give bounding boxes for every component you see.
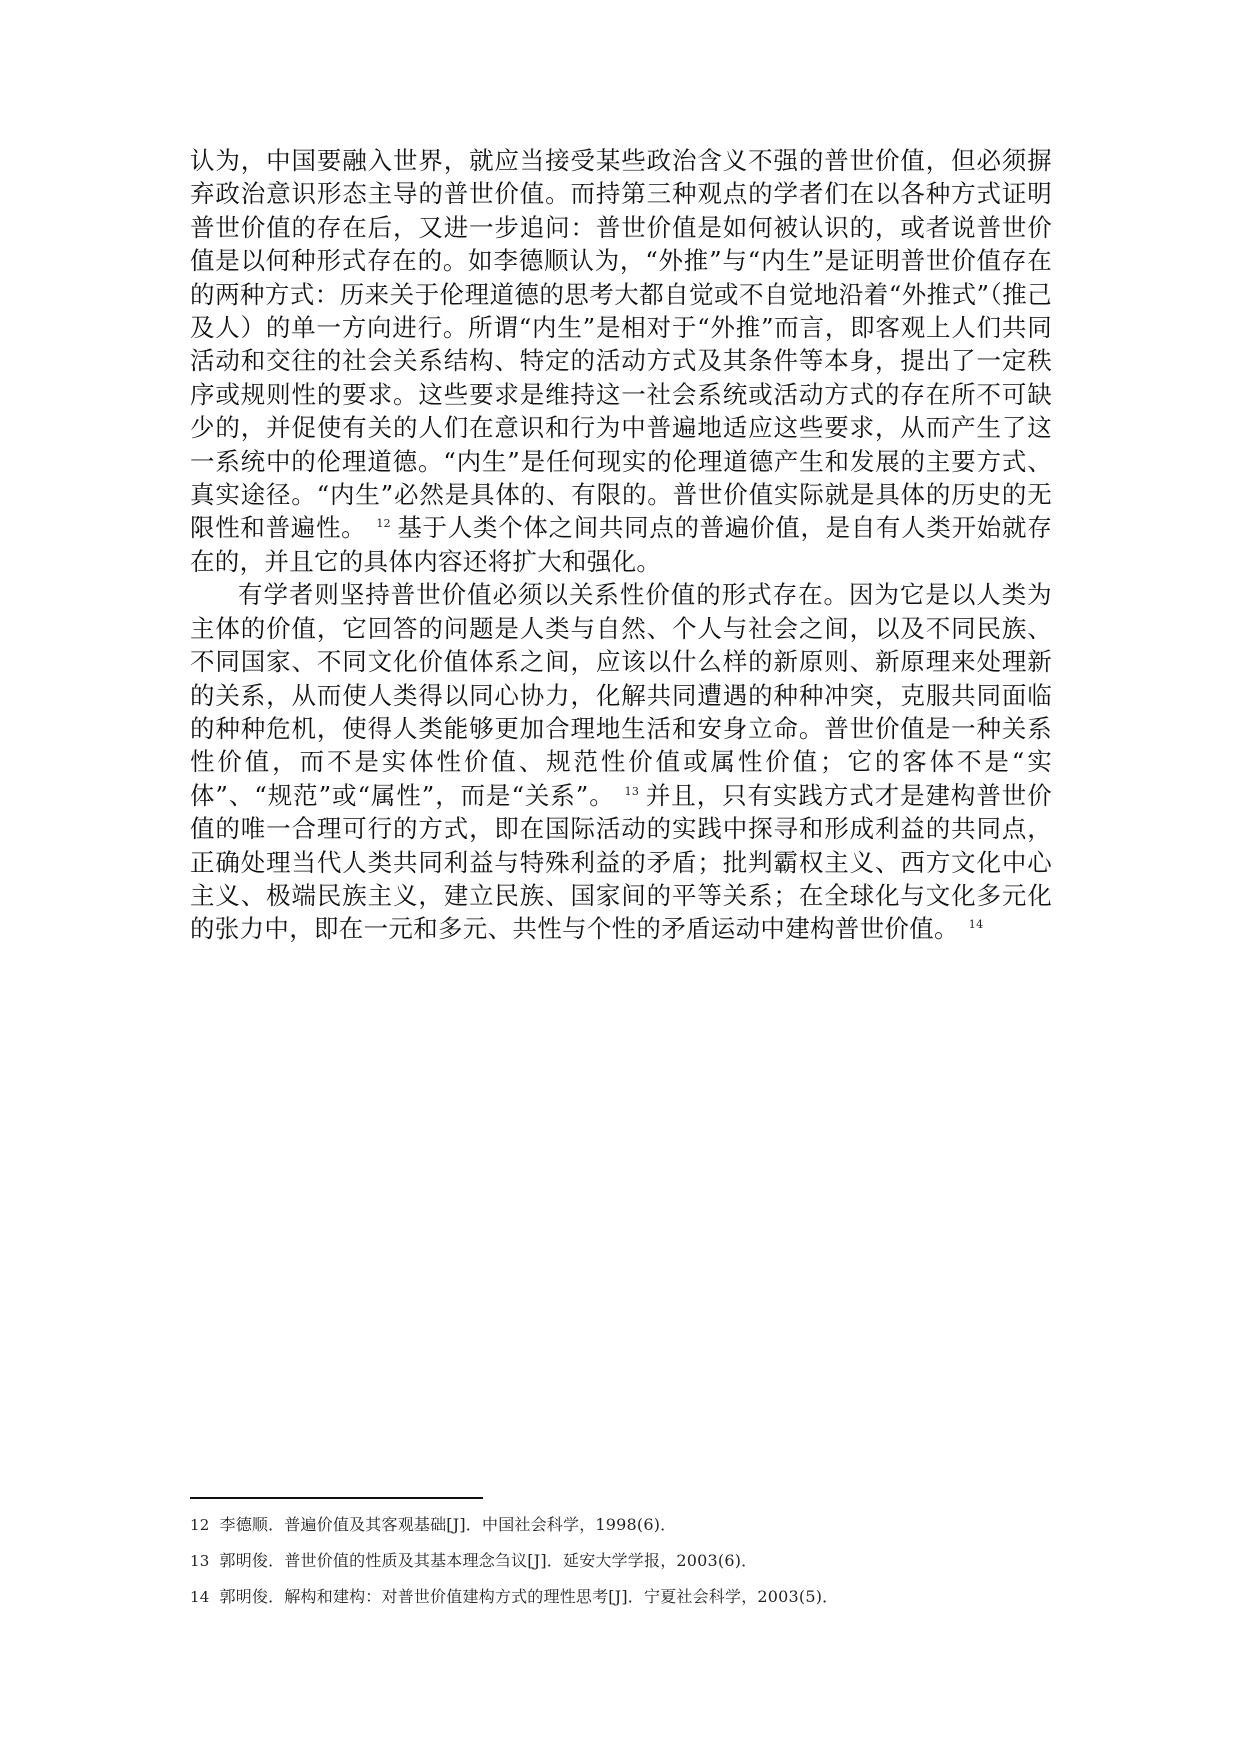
paragraph-text: 有学者则坚持普世价值必须以关系性价值的形式存在。因为它是以人类为主体的价值，它回答的问题是人类与自然、个人与社会之间，以及不同民族、不同国家、不同文化价值体系之间，应该以什么样的新原则、新原理来处理新的关系，从而使人类得以同心协力，化解共同遭遇的种种冲突，克服共同面临的种种危机，使得人类能够更加合理地生活和安身立命。普世价值是一种关系性价值，而不是实体性价值、规范性价值或属性价值；它的客体不是“实体”、“规范”或“属性”，而是“关系”。 (190, 580, 1052, 810)
paragraph-text: 并且，只有实践方式才是建构普世价值的唯一合理可行的方式，即在国际活动的实践中探寻和形成利益的共同点，正确处理当代人类共同利益与特殊利益的矛盾；批判霸权主义、西方文化中心主义、极端民族主义，建立民族、国家间的平等关系；在全球化与文化多元化的张力中，即在一元和多元、共性与个性的矛盾运动中建构普世价值。 (190, 780, 1052, 944)
footnote-ref-12[interactable]: 12 (376, 517, 391, 531)
paragraph-text: 认为，中国要融入世界，就应当接受某些政治含义不强的普世价值，但必须摒弃政治意识形态主导的普世价值。而持第三种观点的学者们在以各种方式证明普世价值的存在后，又进一步追问：普世价值是如何被认识的，或者说普世价值是以何种形式存在的。如李德顺认为，“外推”与“内生”是证明普世价值存在的两种方式：历来关于伦理道德的思考大都自觉或不自觉地沿着“外推式”（推己及人）的单一方向进行。所谓“内生”是相对于“外推”而言，即客观上人们共同活动和交往的社会关系结构、特定的活动方式及其条件等本身，提出了一定秩序或规则性的要求。这些要求是维持这一社会系统或活动方式的存在所不可缺少的，并促使有关的人们在意识和行为中普遍地适应这些要求，从而产生了这一系统中的伦理道德。“内生”是任何现实的伦理道德产生和发展的主要方式、真实途径。“内生”必然是具体的、有限的。普世价值实际就是具体的历史的无限性和普遍性。 (190, 146, 1052, 543)
footnotes (190, 1507, 1052, 1615)
paragraph-2 (190, 578, 1052, 945)
footnote-ref-13[interactable]: 13 (624, 784, 640, 798)
footnote-ref-14[interactable]: 14 (968, 918, 984, 932)
paragraph-text: 基于人类个体之间共同点的普遍价值，是自有人类开始就存在的，并且它的具体内容还将扩大和强化。 (190, 513, 1052, 576)
footnote-text: 李德顺．普遍价值及其客观基础[J]．中国社会科学，1998(6)． (219, 1515, 677, 1534)
footnote-12 (190, 1507, 1052, 1543)
body-text (190, 144, 1052, 946)
footnote-number: 14 (190, 1588, 210, 1606)
footnote-14 (190, 1579, 1052, 1615)
paragraph-1 (190, 144, 1052, 578)
footnote-13 (190, 1543, 1052, 1579)
footnote-number: 12 (190, 1516, 210, 1534)
footnote-number: 13 (190, 1552, 210, 1570)
footnote-text: 郭明俊．普世价值的性质及其基本理念刍议[J]．延安大学学报，2003(6)． (219, 1551, 758, 1570)
footnote-separator (190, 1497, 483, 1499)
footnote-text: 郭明俊．解构和建构：对普世价值建构方式的理性思考[J]．宁夏社会科学，2003(5)． (219, 1587, 839, 1606)
